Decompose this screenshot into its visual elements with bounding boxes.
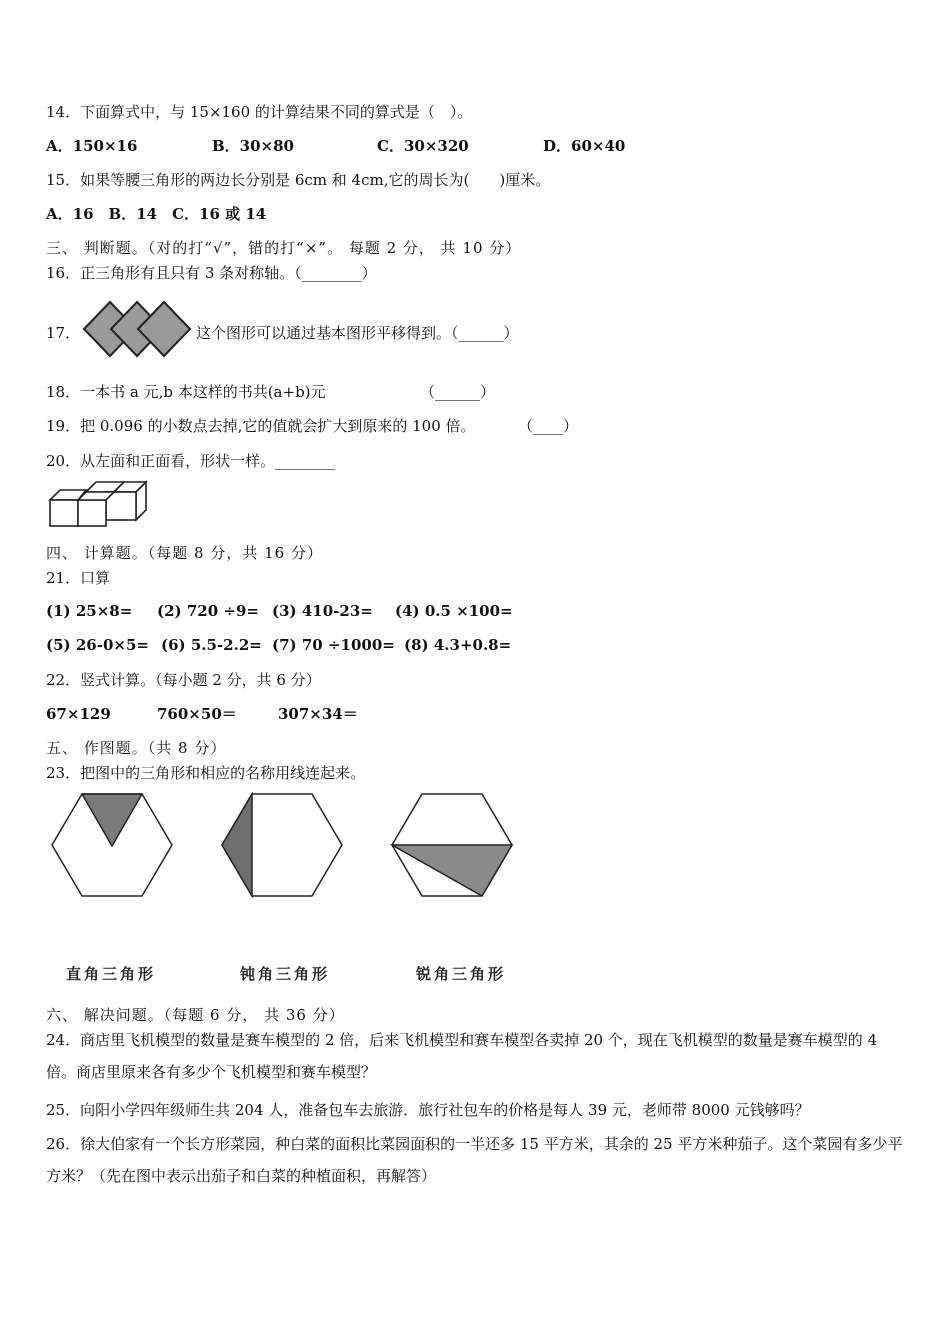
q21-item-1: (1) 25×8=: [46, 602, 133, 620]
q21-item-4: (4) 0.5 ×100=: [395, 602, 513, 620]
q14-option-d: D．60×40: [543, 137, 626, 155]
q21-item-3: (3) 410-23=: [272, 602, 373, 620]
q21-item-5: (5) 26-0×5=: [46, 636, 149, 654]
section-3-heading: 三、 判断题。（对的打“√”，错的打“×”。 每题 2 分， 共 10 分）: [46, 239, 522, 257]
section-4-heading: 四、 计算题。（每题 8 分，共 16 分）: [46, 544, 323, 562]
label-obtuse-triangle: 钝角三角形: [240, 965, 331, 983]
q17-text: 这个图形可以通过基本图形平移得到。（______）: [196, 324, 519, 342]
q24: 24．商店里飞机模型的数量是赛车模型的 2 倍，后来飞机模型和赛车模型各卖掉 20 个，现在飞机模型的数量是赛车模型的 4 倍。商店里原来各有多少个飞机模型和赛车模型？: [46, 1031, 878, 1081]
q22-item-1: 67×129: [46, 705, 111, 723]
section-6-heading: 六、 解决问题。（每题 6 分， 共 36 分）: [46, 1006, 345, 1024]
q19-text: 19．把 0.096 的小数点去掉,它的值就会扩大到原来的 100 倍。: [46, 417, 476, 435]
hexagon-acute-triangle-figure: [390, 792, 514, 898]
q18-blank: （______）: [420, 383, 496, 401]
q14-stem: 14．下面算式中，与 15×160 的计算结果不同的算式是（ ）。: [46, 103, 473, 121]
q21-item-6: (6) 5.5-2.2=: [161, 636, 262, 654]
q18-text: 18．一本书 a 元,b 本这样的书共(a+b)元: [46, 383, 326, 401]
q15-options: A．16 B．14 C．16 或 14: [46, 205, 267, 223]
q21-item-8: (8) 4.3+0.8=: [404, 636, 512, 654]
q21-item-2: (2) 720 ÷9=: [157, 602, 259, 620]
q25: 25．向阳小学四年级师生共 204 人，准备包车去旅游．旅行社包车的价格是每人 39 元，老师带 8000 元钱够吗？: [46, 1101, 810, 1119]
label-right-triangle: 直角三角形: [66, 965, 157, 983]
q17-number: 17．: [46, 324, 81, 342]
label-acute-triangle: 锐角三角形: [416, 965, 507, 983]
q14-option-a: A．150×16: [46, 137, 138, 155]
q21-title: 21．口算: [46, 569, 111, 587]
q14-option-c: C．30×320: [377, 137, 469, 155]
q22-item-3: 307×34＝: [278, 705, 358, 723]
q16: 16．正三角形有且只有 3 条对称轴。（________）: [46, 264, 377, 282]
q22-title: 22．竖式计算。（每小题 2 分，共 6 分）: [46, 671, 321, 689]
hexagon-obtuse-triangle-figure: [220, 792, 344, 898]
q14-option-b: B．30×80: [212, 137, 294, 155]
q26: 26．徐大伯家有一个长方形菜园，种白菜的面积比菜园面积的一半还多 15 平方米，其余的 25 平方米种茄子。这个菜园有多少平方米？（先在图中表示出茄子和白菜的种植面积，再解答）: [46, 1135, 903, 1185]
hexagon-right-triangle-figure: [50, 792, 174, 898]
q21-item-7: (7) 70 ÷1000=: [272, 636, 395, 654]
q23-stem: 23．把图中的三角形和相应的名称用线连起来。: [46, 764, 366, 782]
q20: 20．从左面和正面看，形状一样。________: [46, 452, 336, 470]
cube-stack-figure: [46, 478, 152, 530]
q22-item-2: 760×50＝: [157, 705, 237, 723]
rhombus-translation-figure: [82, 298, 194, 360]
q19-blank: （____）: [518, 417, 579, 435]
q15-stem: 15．如果等腰三角形的两边长分别是 6cm 和 4cm,它的周长为( )厘米。: [46, 171, 551, 189]
section-5-heading: 五、 作图题。（共 8 分）: [46, 739, 227, 757]
